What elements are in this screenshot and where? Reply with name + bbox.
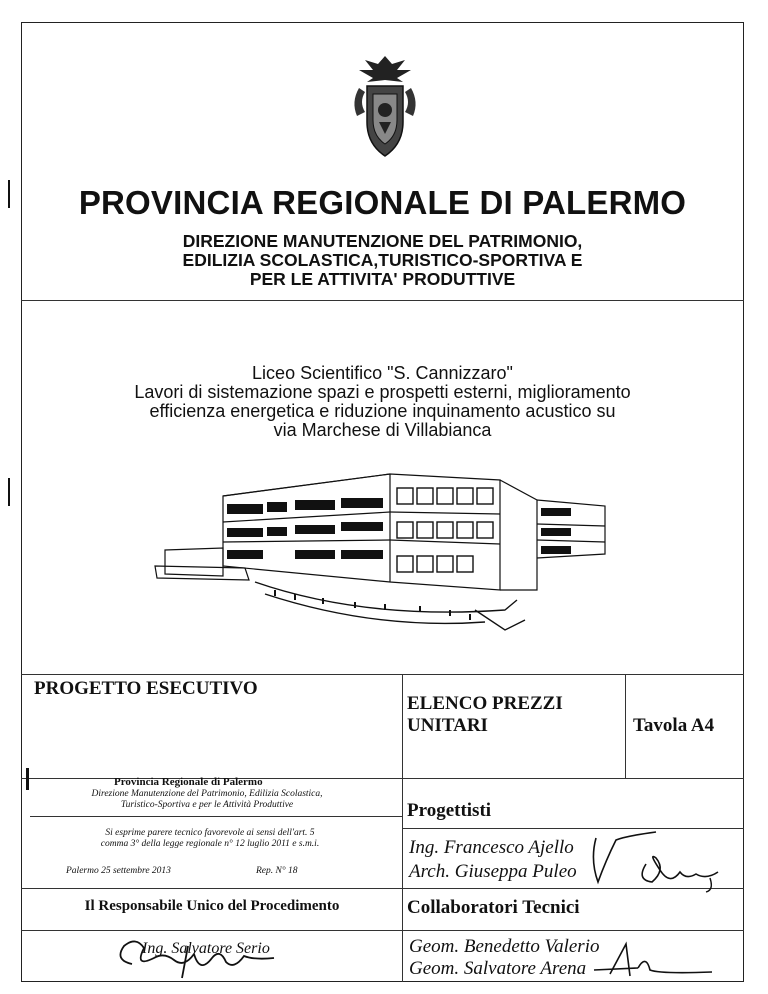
document-title-line: UNITARI [407, 715, 488, 736]
project-line: efficienza energetica e riduzione inquinamento acustico su [149, 401, 616, 421]
tavola-number: Tavola A4 [633, 715, 715, 736]
collaborators-list [409, 936, 599, 980]
stamp-opinion [60, 828, 360, 850]
directorate-line: PER LE ATTIVITA' PRODUTTIVE [249, 269, 516, 289]
rup-signature [104, 934, 284, 980]
province-title: PROVINCIA REGIONALE DI PALERMO [78, 184, 687, 221]
stamp-divider [30, 816, 402, 817]
table-row-divider [402, 828, 744, 829]
collaborators-signature [590, 940, 720, 982]
collaborator-name: Geom. Salvatore Arena [409, 958, 587, 979]
stamp-subheading [62, 789, 352, 811]
designer-name: Ing. Francesco Ajello [409, 837, 574, 858]
stamp-subheading-line: Direzione Manutenzione del Patrimonio, Edilizia Scolastica, [91, 789, 323, 799]
table-top-border [21, 674, 744, 675]
directorate-heading [21, 232, 744, 289]
section-divider [21, 300, 744, 301]
margin-mark [8, 478, 10, 506]
project-line: Lavori di sistemazione spazi e prospetti esterni, miglioramento [134, 382, 631, 402]
project-phase: PROGETTO ESECUTIVO [34, 678, 258, 699]
designers-label: Progettisti [407, 800, 492, 821]
margin-mark [8, 180, 10, 208]
designers-list [409, 836, 577, 884]
stamp-opinion-line: comma 3° della legge regionale n° 12 luglio 2011 e s.m.i. [100, 839, 320, 849]
project-description [21, 364, 744, 440]
stamp-mark [26, 768, 29, 790]
directorate-line: EDILIZIA SCOLASTICA,TURISTICO-SPORTIVA E [182, 250, 583, 270]
stamp-rep: Rep. N° 18 [256, 866, 298, 876]
stamp-subheading-line: Turistico-Sportiva e per le Attività Produttive [120, 800, 294, 810]
document-title-line: ELENCO PREZZI [407, 693, 563, 714]
rup-label: Il Responsabile Unico del Procedimento [84, 898, 340, 914]
designers-signature [586, 830, 726, 894]
project-line: via Marchese di Villabianca [273, 420, 492, 440]
stamp-opinion-line: Si esprime parere tecnico favorevole ai sensi dell'art. 5 [105, 828, 315, 838]
school-building-drawing [145, 470, 615, 640]
designer-name: Arch. Giuseppa Puleo [409, 861, 577, 882]
province-crest-logo [345, 52, 425, 162]
stamp-date: Palermo 25 settembre 2013 [66, 866, 171, 876]
project-line: Liceo Scientifico "S. Cannizzaro" [252, 363, 513, 383]
rup-name: Ing. Salvatore Serio [142, 940, 270, 957]
document-title [407, 693, 563, 737]
table-column-divider [625, 674, 626, 778]
collaborator-name: Geom. Benedetto Valerio [409, 936, 600, 957]
collaborators-label: Collaboratori Tecnici [407, 897, 580, 918]
stamp-heading: Provincia Regionale di Palermo [114, 776, 263, 788]
table-row-divider [21, 930, 744, 931]
directorate-line: DIREZIONE MANUTENZIONE DEL PATRIMONIO, [182, 231, 583, 251]
